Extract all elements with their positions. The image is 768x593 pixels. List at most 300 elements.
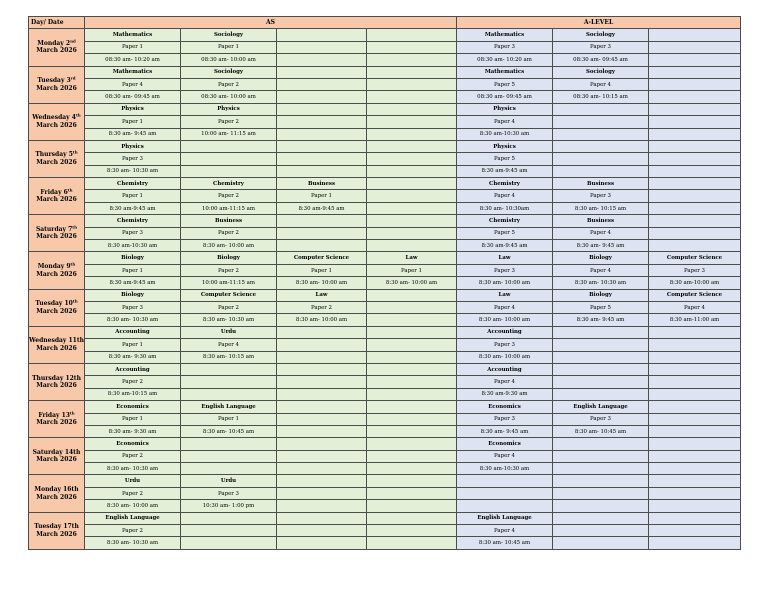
as-time-cell: 8:30 am-9:45 am — [277, 202, 367, 214]
as-subject-cell: Urdu — [181, 475, 277, 487]
a-level-time-cell: 8:30 am- 10:00 am — [457, 314, 553, 326]
as-time-cell — [367, 165, 457, 177]
a-level-paper-cell: Paper 3 — [457, 264, 553, 276]
a-level-subject-cell — [649, 438, 741, 450]
as-paper-cell: Paper 1 — [85, 116, 181, 128]
as-time-cell — [367, 388, 457, 400]
as-subject-cell — [181, 512, 277, 524]
a-level-time-cell: 8:30 am- 10:00 am — [457, 277, 553, 289]
as-subject-cell — [277, 326, 367, 338]
day-date-sup: th — [72, 298, 78, 304]
as-paper-cell — [367, 413, 457, 425]
day-date-pre: Friday 13 — [38, 411, 70, 419]
as-paper-cell — [367, 153, 457, 165]
a-level-header: A-LEVEL — [457, 17, 741, 29]
as-paper-cell: Paper 2 — [181, 78, 277, 90]
a-level-time-cell — [649, 351, 741, 363]
as-subject-cell: Physics — [85, 103, 181, 115]
as-subject-cell — [367, 66, 457, 78]
as-paper-cell — [277, 450, 367, 462]
a-level-paper-cell — [649, 376, 741, 388]
as-time-cell: 08:30 am- 10:00 am — [181, 91, 277, 103]
a-level-paper-cell: Paper 5 — [457, 227, 553, 239]
as-subject-cell — [367, 140, 457, 152]
as-subject-cell — [367, 401, 457, 413]
timetable-row — [29, 512, 741, 524]
as-subject-cell: Urdu — [85, 475, 181, 487]
timetable-row — [29, 425, 741, 437]
day-date-pre: Thursday 5 — [35, 151, 73, 159]
a-level-time-cell — [649, 202, 741, 214]
as-time-cell — [277, 351, 367, 363]
as-time-cell: 08:30 am- 10:20 am — [85, 54, 181, 66]
as-time-cell — [367, 425, 457, 437]
timetable-row — [29, 29, 741, 41]
as-time-cell — [277, 240, 367, 252]
as-subject-cell: Economics — [85, 438, 181, 450]
as-subject-cell — [277, 512, 367, 524]
a-level-subject-cell: Law — [457, 252, 553, 264]
as-subject-cell — [277, 363, 367, 375]
day-date-cell — [29, 363, 85, 400]
a-level-subject-cell: Physics — [457, 103, 553, 115]
timetable-row — [29, 500, 741, 512]
timetable-row — [29, 190, 741, 202]
a-level-time-cell — [649, 128, 741, 140]
as-subject-cell: English Language — [181, 401, 277, 413]
timetable-row — [29, 240, 741, 252]
as-subject-cell: Computer Science — [181, 289, 277, 301]
day-date-post: March 2026 — [36, 270, 77, 278]
day-date-pre: Wednesday 11th March 2026 — [29, 337, 84, 352]
a-level-time-cell — [553, 128, 649, 140]
a-level-subject-cell: Sociology — [553, 66, 649, 78]
a-level-subject-cell: Biology — [553, 252, 649, 264]
day-date-post: March 2026 — [36, 233, 77, 241]
as-subject-cell: Computer Science — [277, 252, 367, 264]
as-time-cell — [181, 165, 277, 177]
as-paper-cell — [181, 525, 277, 537]
a-level-paper-cell: Paper 4 — [553, 264, 649, 276]
as-time-cell — [367, 537, 457, 549]
a-level-time-cell: 8:30 am- 9:45 am — [457, 425, 553, 437]
day-date-pre: Wednesday 4 — [32, 114, 76, 122]
as-time-cell — [181, 388, 277, 400]
as-paper-cell — [181, 450, 277, 462]
day-date-cell — [29, 252, 85, 289]
a-level-time-cell: 8:30 am-10:00 am — [649, 277, 741, 289]
as-time-cell: 10:00 am-11:15 am — [181, 277, 277, 289]
a-level-paper-cell — [553, 339, 649, 351]
timetable-row — [29, 66, 741, 78]
as-paper-cell — [367, 301, 457, 313]
day-date-cell — [29, 66, 85, 103]
as-time-cell: 8:30 am-10:15 am — [85, 388, 181, 400]
a-level-subject-cell — [649, 215, 741, 227]
a-level-subject-cell — [457, 475, 553, 487]
a-level-paper-cell: Paper 4 — [457, 450, 553, 462]
a-level-subject-cell: Business — [553, 215, 649, 227]
day-date-sup: th — [72, 224, 78, 230]
as-subject-cell: Physics — [181, 103, 277, 115]
a-level-subject-cell — [553, 103, 649, 115]
timetable-row — [29, 54, 741, 66]
timetable-row — [29, 314, 741, 326]
as-subject-cell — [367, 363, 457, 375]
as-subject-cell — [277, 103, 367, 115]
as-paper-cell: Paper 1 — [85, 413, 181, 425]
a-level-subject-cell — [649, 103, 741, 115]
a-level-paper-cell: Paper 3 — [649, 264, 741, 276]
a-level-subject-cell — [553, 363, 649, 375]
timetable-row — [29, 116, 741, 128]
a-level-subject-cell — [553, 475, 649, 487]
as-time-cell — [367, 54, 457, 66]
day-date-pre: Friday 6 — [40, 188, 68, 196]
a-level-time-cell — [649, 425, 741, 437]
as-time-cell: 8:30 am- 10:30 am — [85, 165, 181, 177]
as-paper-cell — [367, 487, 457, 499]
as-paper-cell — [277, 41, 367, 53]
a-level-time-cell: 08:30 am- 09:45 am — [457, 91, 553, 103]
timetable-row — [29, 202, 741, 214]
a-level-paper-cell: Paper 4 — [457, 190, 553, 202]
a-level-subject-cell: Business — [553, 178, 649, 190]
as-paper-cell — [367, 227, 457, 239]
timetable-row — [29, 401, 741, 413]
a-level-paper-cell: Paper 4 — [457, 116, 553, 128]
a-level-subject-cell — [553, 326, 649, 338]
as-subject-cell — [367, 289, 457, 301]
timetable-row — [29, 301, 741, 313]
day-date-post: March 2026 — [36, 121, 77, 129]
as-subject-cell: Urdu — [181, 326, 277, 338]
day-date-post: March 2026 — [36, 307, 77, 315]
timetable-row — [29, 326, 741, 338]
as-subject-cell — [367, 178, 457, 190]
as-subject-cell — [277, 215, 367, 227]
as-paper-cell: Paper 2 — [85, 376, 181, 388]
day-date-cell — [29, 29, 85, 66]
a-level-paper-cell: Paper 4 — [649, 301, 741, 313]
a-level-time-cell: 8:30 am-10:30 am — [457, 463, 553, 475]
as-subject-cell: Business — [277, 178, 367, 190]
as-time-cell: 8:30 am- 10:00 am — [85, 500, 181, 512]
as-paper-cell — [277, 525, 367, 537]
timetable-row — [29, 487, 741, 499]
as-time-cell: 8:30 am- 9:30 am — [85, 351, 181, 363]
as-subject-cell: Business — [181, 215, 277, 227]
as-paper-cell: Paper 2 — [181, 301, 277, 313]
a-level-time-cell: 08:30 am- 10:15 am — [553, 91, 649, 103]
a-level-subject-cell — [649, 29, 741, 41]
as-subject-cell: Sociology — [181, 29, 277, 41]
day-date-cell — [29, 438, 85, 475]
a-level-time-cell: 8:30 am- 9:45 am — [553, 314, 649, 326]
a-level-paper-cell: Paper 3 — [553, 41, 649, 53]
as-subject-cell: Chemistry — [85, 178, 181, 190]
as-paper-cell: Paper 2 — [181, 227, 277, 239]
as-time-cell — [367, 91, 457, 103]
timetable-row — [29, 178, 741, 190]
day-date-cell — [29, 178, 85, 215]
day-date-cell — [29, 326, 85, 363]
as-time-cell — [277, 500, 367, 512]
a-level-subject-cell: Economics — [457, 401, 553, 413]
as-paper-cell — [367, 339, 457, 351]
day-date-sup: nd — [70, 38, 76, 44]
as-paper-cell: Paper 2 — [85, 525, 181, 537]
a-level-time-cell — [553, 351, 649, 363]
as-subject-cell — [277, 66, 367, 78]
a-level-time-cell — [649, 54, 741, 66]
day-date-post: March 2026 — [36, 158, 77, 166]
a-level-paper-cell: Paper 4 — [457, 525, 553, 537]
day-date-cell — [29, 103, 85, 140]
day-date-sup: th — [67, 187, 73, 193]
timetable-body — [29, 29, 741, 549]
as-time-cell: 8:30 am-9:45 am — [85, 277, 181, 289]
a-level-paper-cell — [553, 116, 649, 128]
timetable-row — [29, 153, 741, 165]
as-paper-cell: Paper 1 — [85, 41, 181, 53]
as-paper-cell: Paper 3 — [181, 487, 277, 499]
as-paper-cell: Paper 1 — [85, 264, 181, 276]
as-paper-cell: Paper 2 — [181, 190, 277, 202]
a-level-subject-cell: Biology — [553, 289, 649, 301]
a-level-subject-cell — [649, 363, 741, 375]
as-paper-cell — [277, 78, 367, 90]
timetable-row — [29, 140, 741, 152]
as-time-cell: 8:30 am-10:30 am — [85, 240, 181, 252]
as-subject-cell: Accounting — [85, 326, 181, 338]
as-time-cell — [367, 128, 457, 140]
a-level-paper-cell: Paper 4 — [457, 301, 553, 313]
a-level-subject-cell — [649, 66, 741, 78]
as-time-cell: 8:30 am- 10:15 am — [181, 351, 277, 363]
a-level-paper-cell: Paper 3 — [457, 339, 553, 351]
a-level-subject-cell — [553, 512, 649, 524]
as-subject-cell — [367, 215, 457, 227]
as-paper-cell — [367, 78, 457, 90]
as-paper-cell — [277, 339, 367, 351]
a-level-time-cell — [649, 388, 741, 400]
timetable-row — [29, 376, 741, 388]
as-time-cell — [277, 128, 367, 140]
a-level-time-cell: 8:30 am- 10:00 am — [457, 351, 553, 363]
as-time-cell — [367, 463, 457, 475]
as-time-cell: 8:30 am- 10:30 am — [85, 463, 181, 475]
as-subject-cell — [367, 29, 457, 41]
as-paper-cell: Paper 1 — [277, 190, 367, 202]
a-level-subject-cell: Mathematics — [457, 29, 553, 41]
timetable-row — [29, 41, 741, 53]
a-level-paper-cell: Paper 4 — [553, 78, 649, 90]
as-time-cell: 8:30 am- 10:30 am — [85, 537, 181, 549]
as-time-cell — [367, 351, 457, 363]
as-subject-cell — [277, 438, 367, 450]
as-time-cell: 10:00 am-11:15 am — [181, 202, 277, 214]
day-date-header: Day/ Date — [29, 17, 85, 29]
as-subject-cell — [181, 438, 277, 450]
timetable-row — [29, 413, 741, 425]
as-paper-cell — [367, 116, 457, 128]
as-paper-cell: Paper 4 — [85, 78, 181, 90]
as-subject-cell — [277, 29, 367, 41]
as-time-cell — [277, 54, 367, 66]
a-level-time-cell — [649, 537, 741, 549]
as-paper-cell: Paper 1 — [181, 413, 277, 425]
day-date-post: March 2026 — [36, 196, 77, 204]
as-subject-cell: Chemistry — [85, 215, 181, 227]
as-paper-cell: Paper 2 — [181, 116, 277, 128]
timetable-row — [29, 91, 741, 103]
timetable-row — [29, 227, 741, 239]
a-level-time-cell — [649, 165, 741, 177]
as-time-cell: 08:30 am- 09:45 am — [85, 91, 181, 103]
as-paper-cell: Paper 4 — [181, 339, 277, 351]
a-level-time-cell — [553, 165, 649, 177]
day-date-sup: th — [72, 149, 78, 155]
a-level-time-cell: 08:30 am- 10:20 am — [457, 54, 553, 66]
a-level-subject-cell — [553, 140, 649, 152]
as-time-cell — [367, 240, 457, 252]
as-subject-cell — [181, 140, 277, 152]
as-paper-cell — [277, 413, 367, 425]
as-paper-cell: Paper 3 — [85, 227, 181, 239]
as-time-cell — [277, 537, 367, 549]
timetable-row — [29, 525, 741, 537]
as-subject-cell: Economics — [85, 401, 181, 413]
a-level-subject-cell: English Language — [457, 512, 553, 524]
as-subject-cell: Accounting — [85, 363, 181, 375]
day-date-cell — [29, 401, 85, 438]
as-paper-cell: Paper 2 — [85, 450, 181, 462]
timetable-row — [29, 289, 741, 301]
as-time-cell — [277, 425, 367, 437]
a-level-paper-cell — [553, 525, 649, 537]
day-date-pre: Thursday 12th March 2026 — [32, 374, 81, 390]
as-subject-cell — [367, 512, 457, 524]
as-subject-cell: Biology — [181, 252, 277, 264]
a-level-time-cell — [649, 463, 741, 475]
as-time-cell: 8:30 am-9:45 am — [85, 202, 181, 214]
a-level-paper-cell: Paper 5 — [553, 301, 649, 313]
as-time-cell — [181, 463, 277, 475]
as-paper-cell — [367, 525, 457, 537]
a-level-paper-cell: Paper 4 — [553, 227, 649, 239]
as-paper-cell — [277, 227, 367, 239]
a-level-time-cell: 8:30 am-10:30 am — [457, 128, 553, 140]
as-paper-cell: Paper 1 — [85, 339, 181, 351]
a-level-time-cell: 8:30 am- 10:30 am — [553, 277, 649, 289]
a-level-paper-cell — [649, 78, 741, 90]
as-subject-cell — [367, 438, 457, 450]
timetable-row — [29, 78, 741, 90]
timetable-row — [29, 463, 741, 475]
as-time-cell — [277, 463, 367, 475]
as-paper-cell — [277, 487, 367, 499]
a-level-time-cell: 8:30 am- 10:30am — [457, 202, 553, 214]
as-paper-cell: Paper 2 — [277, 301, 367, 313]
as-paper-cell: Paper 3 — [85, 301, 181, 313]
as-subject-cell: Law — [367, 252, 457, 264]
a-level-time-cell: 8:30 am-9:45 am — [457, 165, 553, 177]
a-level-time-cell: 8:30 am-11:00 am — [649, 314, 741, 326]
as-subject-cell: Mathematics — [85, 66, 181, 78]
as-paper-cell — [367, 41, 457, 53]
as-time-cell — [181, 537, 277, 549]
day-date-cell — [29, 289, 85, 326]
as-paper-cell — [277, 116, 367, 128]
as-paper-cell: Paper 2 — [85, 487, 181, 499]
as-subject-cell — [181, 363, 277, 375]
timetable-row — [29, 475, 741, 487]
a-level-time-cell — [457, 500, 553, 512]
a-level-paper-cell — [553, 487, 649, 499]
as-time-cell — [367, 202, 457, 214]
a-level-subject-cell — [649, 326, 741, 338]
a-level-time-cell — [553, 388, 649, 400]
timetable-row — [29, 388, 741, 400]
exam-timetable — [28, 16, 741, 550]
a-level-paper-cell — [649, 413, 741, 425]
a-level-time-cell: 8:30 am- 9:45 am — [553, 240, 649, 252]
a-level-paper-cell — [649, 450, 741, 462]
a-level-paper-cell: Paper 3 — [553, 190, 649, 202]
as-subject-cell — [277, 140, 367, 152]
a-level-subject-cell: Physics — [457, 140, 553, 152]
a-level-time-cell — [553, 537, 649, 549]
a-level-subject-cell: English Language — [553, 401, 649, 413]
as-paper-cell: Paper 1 — [181, 41, 277, 53]
a-level-paper-cell — [457, 487, 553, 499]
a-level-paper-cell — [649, 190, 741, 202]
day-date-sup: rd — [70, 75, 76, 81]
timetable-row — [29, 165, 741, 177]
timetable-row — [29, 264, 741, 276]
a-level-subject-cell: Computer Science — [649, 252, 741, 264]
a-level-time-cell — [649, 91, 741, 103]
a-level-paper-cell — [649, 153, 741, 165]
as-time-cell — [277, 91, 367, 103]
timetable-row — [29, 339, 741, 351]
day-date-cell — [29, 140, 85, 177]
a-level-time-cell — [553, 463, 649, 475]
a-level-subject-cell: Accounting — [457, 326, 553, 338]
a-level-subject-cell — [649, 401, 741, 413]
header-row — [29, 17, 741, 29]
a-level-subject-cell: Chemistry — [457, 215, 553, 227]
timetable-row — [29, 128, 741, 140]
day-date-cell — [29, 475, 85, 512]
as-time-cell: 8:30 am- 10:00 am — [277, 277, 367, 289]
timetable-row — [29, 537, 741, 549]
as-paper-cell — [367, 450, 457, 462]
a-level-paper-cell: Paper 5 — [457, 153, 553, 165]
a-level-paper-cell — [649, 525, 741, 537]
a-level-subject-cell: Chemistry — [457, 178, 553, 190]
a-level-time-cell — [553, 500, 649, 512]
a-level-subject-cell: Sociology — [553, 29, 649, 41]
as-paper-cell: Paper 1 — [277, 264, 367, 276]
a-level-paper-cell — [553, 153, 649, 165]
a-level-paper-cell: Paper 3 — [457, 413, 553, 425]
as-paper-cell: Paper 1 — [85, 190, 181, 202]
timetable-row — [29, 363, 741, 375]
as-time-cell — [277, 165, 367, 177]
as-time-cell — [367, 314, 457, 326]
